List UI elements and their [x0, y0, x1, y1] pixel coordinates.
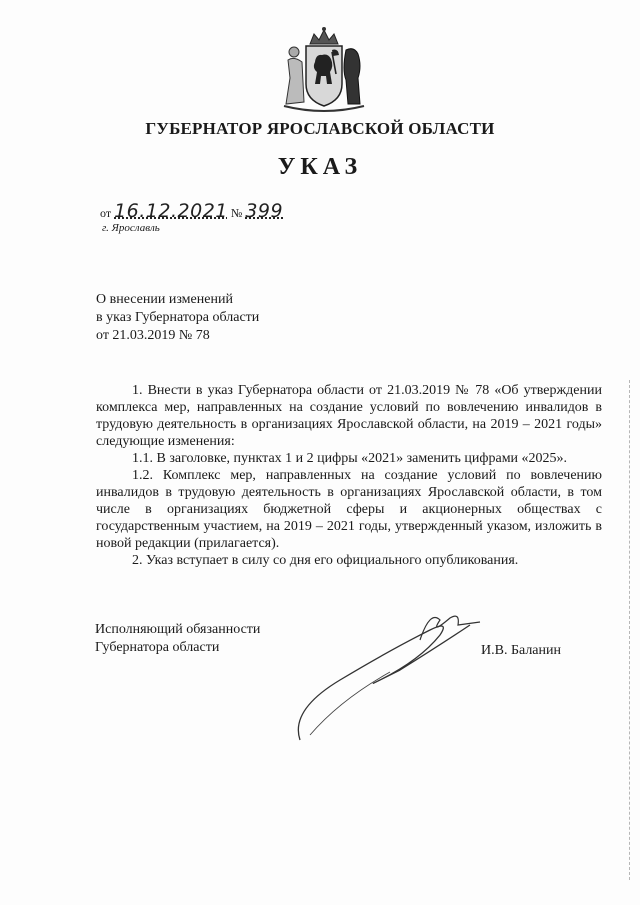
subject-line: О внесении изменений	[96, 292, 233, 307]
handwritten-number: 399	[245, 200, 284, 222]
position-line: Исполняющий обязанности	[95, 622, 261, 637]
number-prefix: №	[230, 206, 243, 220]
handwritten-date: 16.12.2021	[114, 200, 228, 222]
date-number-line	[100, 200, 283, 222]
signatory-position	[95, 621, 260, 657]
subject-line: от 21.03.2019 № 78	[96, 328, 210, 343]
paragraph-2: 2. Указ вступает в силу со дня его официального опубликования.	[132, 553, 519, 568]
position-line: Губернатора области	[95, 640, 220, 655]
coat-of-arms-emblem	[276, 22, 372, 118]
scan-edge-line	[629, 380, 630, 880]
issuing-authority: ГУБЕРНАТОР ЯРОСЛАВСКОЙ ОБЛАСТИ	[145, 119, 495, 138]
document-type-title: УКАЗ	[277, 154, 363, 180]
document-subject	[96, 291, 259, 345]
signatory-name: И.В. Баланин	[481, 643, 562, 658]
paragraph-1-1: 1.1. В заголовке, пунктах 1 и 2 цифры «2021» заменить цифрами «2025».	[132, 451, 568, 466]
subject-line: в указ Губернатора области	[96, 310, 260, 325]
handwritten-signature	[280, 600, 490, 750]
paragraph-1-2: 1.2. Комплекс мер, направленных на создание условий по вовлечению инвалидов в трудовую деятельность в организациях Ярославской области, в том числе в организациях бюджетной сферы и акционерных обществах с государственным участием, на 2019 – 2021 годы, утвержденный указом, изложить в новой редакции (прилагается).	[96, 468, 602, 551]
date-prefix: от	[100, 206, 112, 220]
paragraph-1: 1. Внести в указ Губернатора области от 21.03.2019 № 78 «Об утверждении комплекса мер, направленных на создание условий по вовлечению инвалидов в трудовую деятельность в организациях Ярославской области, на 2019 – 2021 годы» следующие изменения:	[96, 383, 602, 449]
document-body	[96, 382, 602, 569]
city: г. Ярославль	[102, 222, 160, 234]
